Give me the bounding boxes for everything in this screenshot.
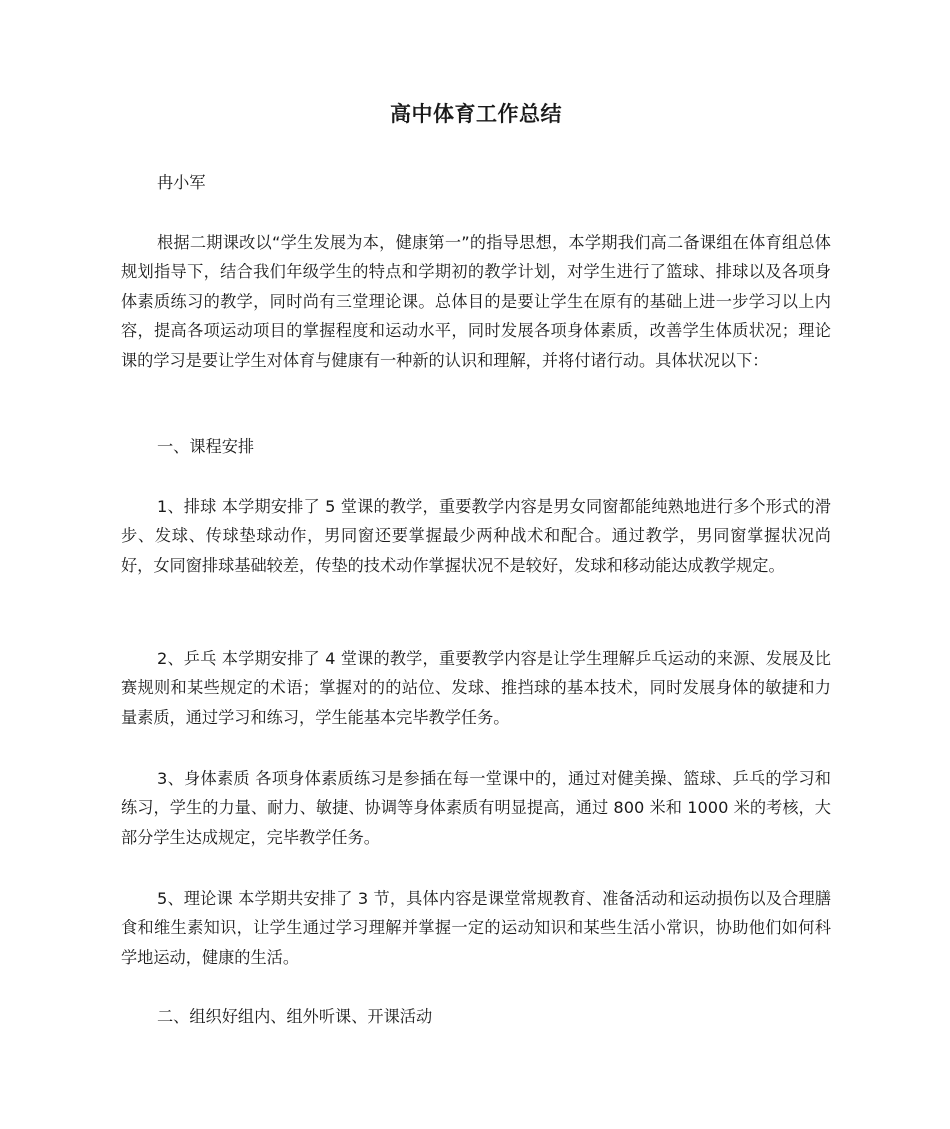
document-title: 高中体育工作总结 (390, 102, 562, 126)
item-theory-class: 5、理论课 本学期共安排了 3 节，具体内容是课堂常规教育、准备活动和运动损伤以及合理膳食和维生素知识，让学生通过学习理解并掌握一定的运动知识和某些生活小常识，协助他们如何科学地运动，健康的生活。 (121, 889, 831, 967)
section-heading-lesson-observation: 二、组织好组内、组外听课、开课活动 (157, 1007, 433, 1026)
item-physical-fitness: 3、身体素质 各项身体素质练习是参插在每一堂课中的，通过对健美操、篮球、乒乓的学习和练习，学生的力量、耐力、敏捷、协调等身体素质有明显提高，通过 800 米和 1000 米的考核，大部分学生达成规定，完毕教学任务。 (121, 769, 831, 847)
item-volleyball: 1、排球 本学期安排了 5 堂课的教学，重要教学内容是男女同窗都能纯熟地进行多个形式的滑步、发球、传球垫球动作，男同窗还要掌握最少两种战术和配合。通过教学，男同窗掌握状况尚好，女同窗排球基础较差，传垫的技术动作掌握状况不是较好，发球和移动能达成教学规定。 (121, 497, 831, 575)
author-name: 冉小军 (157, 173, 206, 192)
section-heading-course-arrangement: 一、课程安排 (157, 437, 255, 456)
intro-paragraph: 根据二期课改以“学生发展为本，健康第一”的指导思想，本学期我们高二备课组在体育组总体规划指导下，结合我们年级学生的特点和学期初的教学计划，对学生进行了篮球、排球以及各项身体素质练习的教学，同时尚有三堂理论课。总体目的是要让学生在原有的基础上进一步学习以上内容，提高各项运动项目的掌握程度和运动水平，同时发展各项身体素质，改善学生体质状况；理论课的学习是要让学生对体育与健康有一种新的认识和理解，并将付诸行动。具体状况以下： (121, 233, 831, 370)
item-table-tennis: 2、乒乓 本学期安排了 4 堂课的教学，重要教学内容是让学生理解乒乓运动的来源、发展及比赛规则和某些规定的术语；掌握对的的站位、发球、推挡球的基本技术，同时发展身体的敏捷和力量素质，通过学习和练习，学生能基本完毕教学任务。 (121, 649, 831, 727)
